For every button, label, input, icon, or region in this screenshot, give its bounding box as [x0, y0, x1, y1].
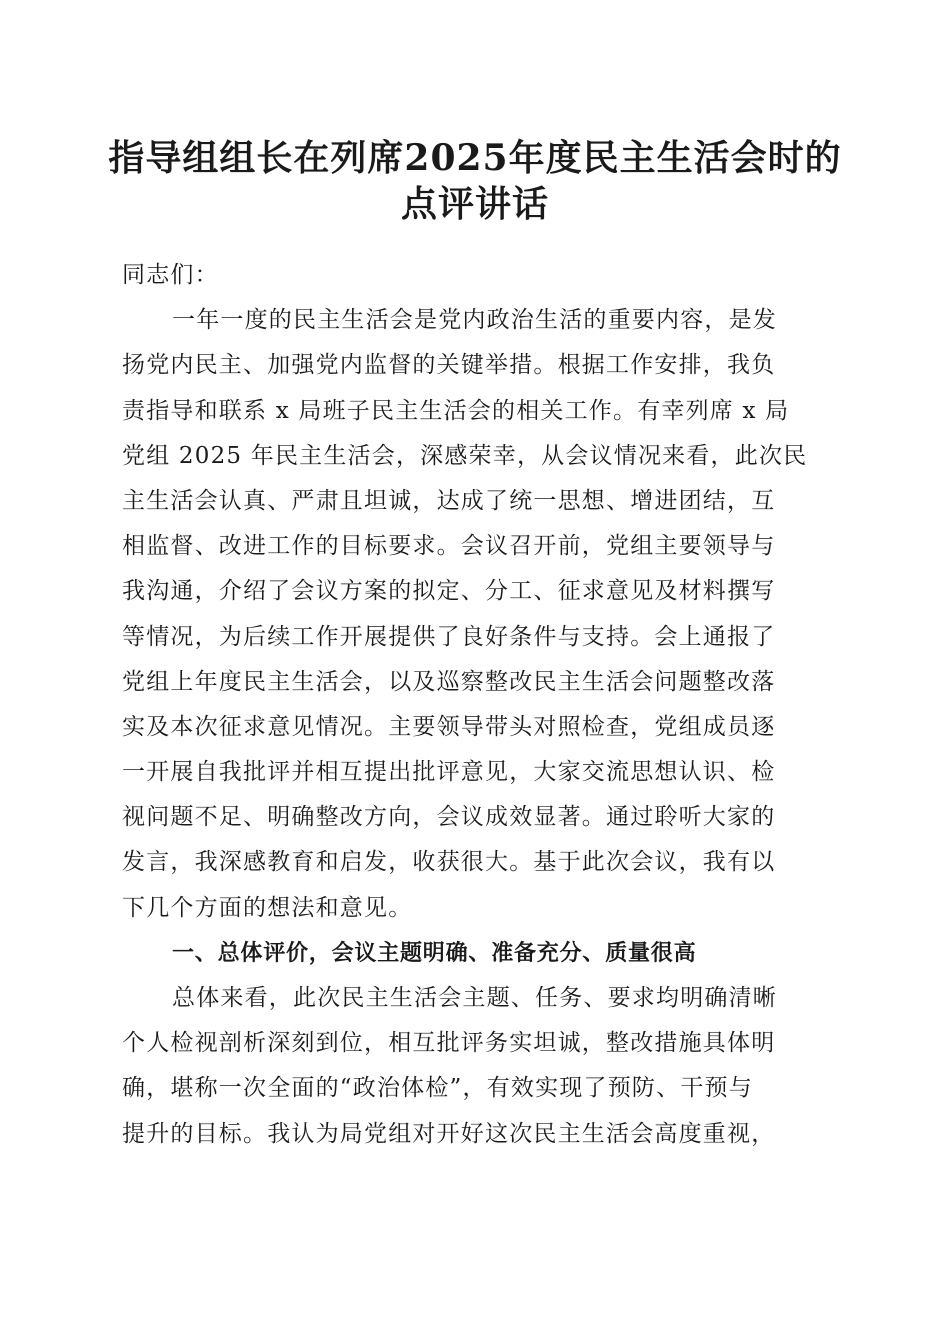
paragraph-1-line: 党组 2025 年民主生活会，深感荣幸，从会议情况来看，此次民 [122, 442, 808, 469]
paragraph-1-line: 下几个方面的想法和意见。 [122, 894, 413, 921]
paragraph-2-line: 确，堪称一次全面的“政治体检”，有效实现了预防、干预与 [122, 1075, 753, 1102]
paragraph-1-line: 视问题不足、明确整改方向，会议成效显著。通过聆听大家的 [122, 804, 776, 831]
paragraph-1-line: 我沟通，介绍了会议方案的拟定、分工、征求意见及材料撰写 [122, 578, 776, 605]
paragraph-1 [122, 298, 834, 931]
paragraph-1-line: 一年一度的民主生活会是党内政治生活的重要内容，是发 [172, 307, 777, 334]
document-title [100, 135, 850, 227]
salutation: 同志们： [122, 262, 219, 288]
document-body [122, 253, 834, 1157]
paragraph-1-line: 发言，我深感教育和启发，收获很大。基于此次会议，我有以 [122, 849, 776, 876]
paragraph-1-line: 实及本次征求意见情况。主要领导带头对照检查，党组成员逐 [122, 713, 776, 740]
title-line-2: 点评讲话 [400, 183, 549, 225]
section-1-heading: 一、总体评价，会议主题明确、准备充分、质量很高 [172, 940, 697, 966]
paragraph-2-line: 提升的目标。我认为局党组对开好这次民主生活会高度重视， [122, 1120, 776, 1147]
paragraph-1-line: 扬党内民主、加强党内监督的关键举措。根据工作安排，我负 [122, 352, 776, 379]
paragraph-2-line: 个人检视剖析深刻到位，相互批评务实坦诚，整改措施具体明 [122, 1030, 776, 1057]
paragraph-1-line: 党组上年度民主生活会，以及巡察整改民主生活会问题整改落 [122, 668, 776, 695]
paragraph-2 [122, 976, 834, 1157]
paragraph-1-line: 一开展自我批评并相互提出批评意见，大家交流思想认识、检 [122, 759, 776, 786]
paragraph-1-line: 主生活会认真、严肃且坦诚，达成了统一思想、增进团结，互 [122, 487, 776, 514]
paragraph-1-line: 等情况，为后续工作开展提供了良好条件与支持。会上通报了 [122, 623, 776, 650]
paragraph-2-line: 总体来看，此次民主生活会主题、任务、要求均明确清晰 [172, 985, 777, 1011]
paragraph-1-line: 责指导和联系 x 局班子民主生活会的相关工作。有幸列席 x 局 [122, 397, 790, 424]
paragraph-1-line: 相监督、改进工作的目标要求。会议召开前，党组主要领导与 [122, 533, 776, 560]
title-line-1: 指导组组长在列席2025年度民主生活会时的 [108, 137, 842, 179]
